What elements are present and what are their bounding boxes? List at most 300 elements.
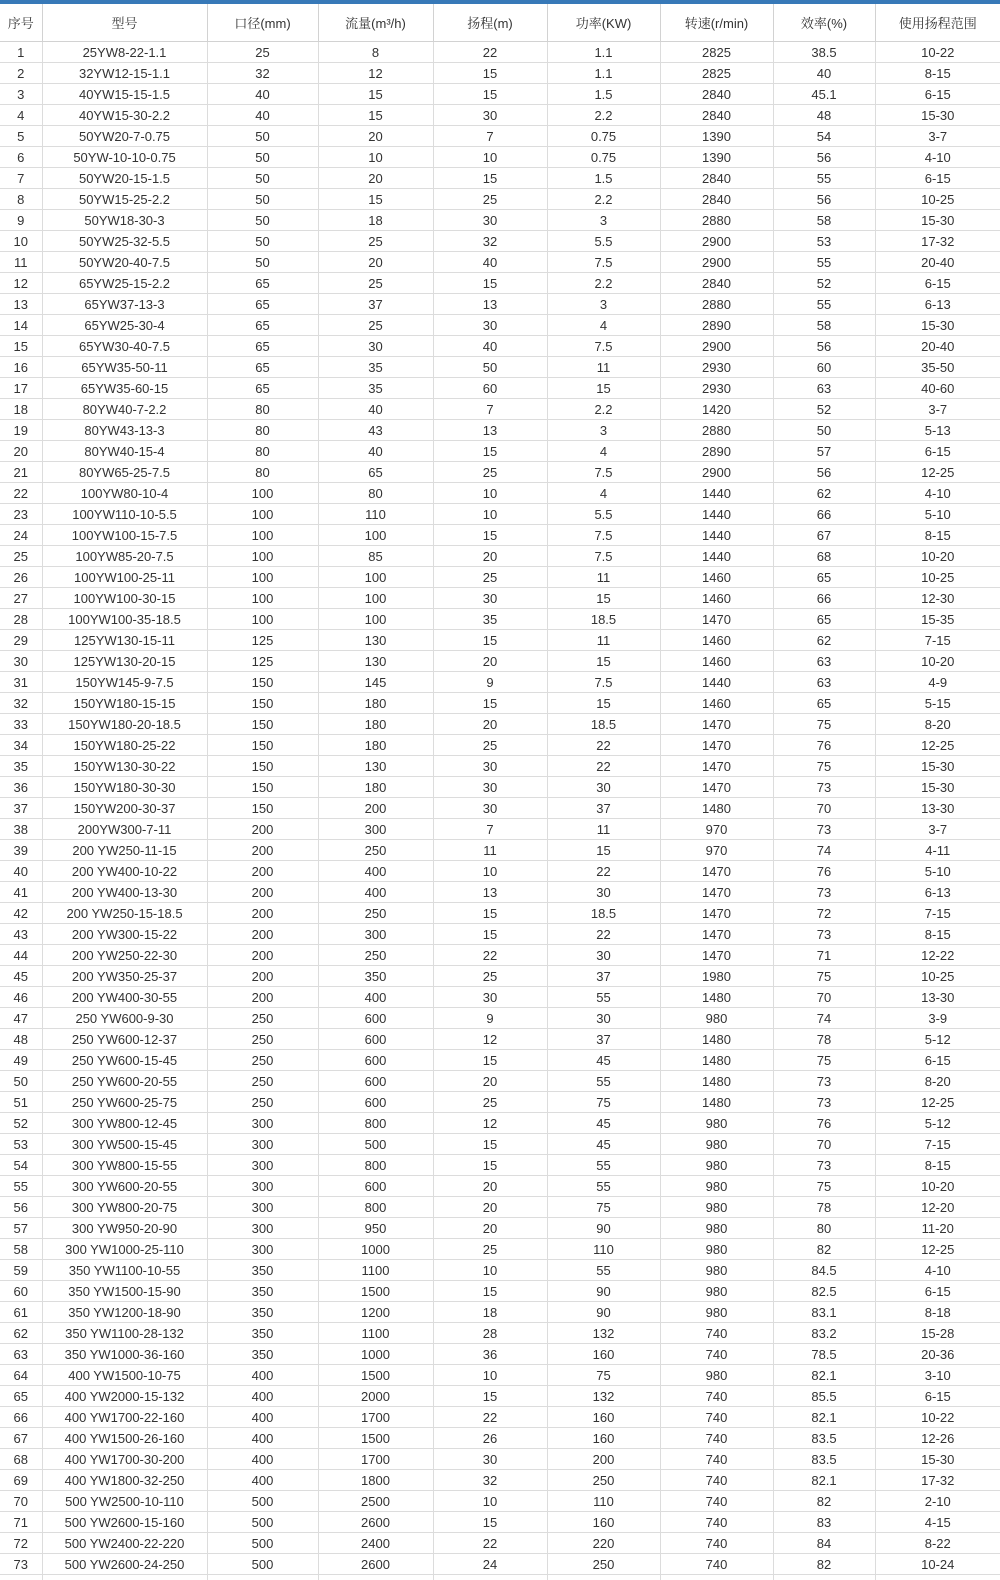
cell-head-range: 20-36 <box>875 1344 1000 1365</box>
cell-efficiency: 66 <box>773 588 875 609</box>
cell-flow: 15 <box>318 105 433 126</box>
cell-efficiency: 82.1 <box>773 1470 875 1491</box>
table-row <box>0 378 1000 399</box>
cell-index: 28 <box>0 609 42 630</box>
cell-flow: 600 <box>318 1092 433 1113</box>
cell-diameter: 400 <box>207 1365 318 1386</box>
cell-diameter: 100 <box>207 525 318 546</box>
cell-head-range: 2-10 <box>875 1491 1000 1512</box>
cell-head-range: 3-7 <box>875 126 1000 147</box>
cell-head: 26 <box>433 1428 547 1449</box>
cell-diameter: 125 <box>207 651 318 672</box>
cell-index: 29 <box>0 630 42 651</box>
tail-cell <box>547 1575 660 1580</box>
cell-speed: 740 <box>660 1491 773 1512</box>
cell-head-range: 13-30 <box>875 987 1000 1008</box>
cell-model: 150YW180-25-22 <box>42 735 207 756</box>
cell-index: 44 <box>0 945 42 966</box>
cell-flow: 1100 <box>318 1323 433 1344</box>
cell-diameter: 100 <box>207 609 318 630</box>
cell-index: 39 <box>0 840 42 861</box>
cell-index: 63 <box>0 1344 42 1365</box>
cell-flow: 600 <box>318 1071 433 1092</box>
cell-power: 7.5 <box>547 336 660 357</box>
cell-speed: 740 <box>660 1554 773 1575</box>
cell-index: 59 <box>0 1260 42 1281</box>
cell-efficiency: 75 <box>773 714 875 735</box>
cell-index: 3 <box>0 84 42 105</box>
cell-diameter: 50 <box>207 168 318 189</box>
cell-diameter: 250 <box>207 1050 318 1071</box>
cell-flow: 10 <box>318 147 433 168</box>
cell-model: 350 YW1100-28-132 <box>42 1323 207 1344</box>
tail-cell <box>0 1575 42 1580</box>
cell-power: 160 <box>547 1428 660 1449</box>
cell-flow: 400 <box>318 861 433 882</box>
cell-model: 50YW20-15-1.5 <box>42 168 207 189</box>
cell-speed: 1440 <box>660 483 773 504</box>
cell-model: 65YW30-40-7.5 <box>42 336 207 357</box>
cell-head: 15 <box>433 1134 547 1155</box>
cell-head-range: 15-30 <box>875 315 1000 336</box>
cell-power: 45 <box>547 1113 660 1134</box>
cell-diameter: 50 <box>207 231 318 252</box>
table-row <box>0 1260 1000 1281</box>
cell-model: 150YW180-20-18.5 <box>42 714 207 735</box>
table-row <box>0 336 1000 357</box>
cell-diameter: 250 <box>207 1029 318 1050</box>
cell-efficiency: 76 <box>773 735 875 756</box>
cell-diameter: 300 <box>207 1134 318 1155</box>
cell-head: 20 <box>433 546 547 567</box>
cell-flow: 25 <box>318 273 433 294</box>
cell-power: 22 <box>547 861 660 882</box>
cell-speed: 2840 <box>660 168 773 189</box>
cell-head: 20 <box>433 651 547 672</box>
cell-efficiency: 71 <box>773 945 875 966</box>
cell-efficiency: 73 <box>773 1071 875 1092</box>
cell-head: 15 <box>433 441 547 462</box>
cell-model: 65YW37-13-3 <box>42 294 207 315</box>
cell-speed: 740 <box>660 1428 773 1449</box>
cell-power: 160 <box>547 1407 660 1428</box>
cell-model: 150YW180-15-15 <box>42 693 207 714</box>
cell-speed: 1460 <box>660 630 773 651</box>
cell-speed: 1470 <box>660 903 773 924</box>
cell-speed: 1480 <box>660 1092 773 1113</box>
cell-diameter: 350 <box>207 1323 318 1344</box>
cell-diameter: 200 <box>207 924 318 945</box>
cell-speed: 1470 <box>660 945 773 966</box>
cell-head-range: 4-15 <box>875 1512 1000 1533</box>
cell-diameter: 150 <box>207 798 318 819</box>
cell-head: 11 <box>433 840 547 861</box>
cell-power: 90 <box>547 1281 660 1302</box>
cell-flow: 1700 <box>318 1449 433 1470</box>
cell-model: 100YW100-15-7.5 <box>42 525 207 546</box>
cell-speed: 2900 <box>660 231 773 252</box>
cell-power: 0.75 <box>547 126 660 147</box>
cell-efficiency: 74 <box>773 840 875 861</box>
cell-head: 13 <box>433 882 547 903</box>
cell-power: 37 <box>547 1029 660 1050</box>
cell-flow: 2400 <box>318 1533 433 1554</box>
table-row <box>0 1302 1000 1323</box>
cell-power: 160 <box>547 1512 660 1533</box>
cell-head-range: 35-50 <box>875 357 1000 378</box>
cell-power: 18.5 <box>547 609 660 630</box>
cell-speed: 980 <box>660 1197 773 1218</box>
cell-speed: 2880 <box>660 210 773 231</box>
cell-index: 23 <box>0 504 42 525</box>
cell-power: 250 <box>547 1470 660 1491</box>
table-row <box>0 903 1000 924</box>
table-row <box>0 1365 1000 1386</box>
cell-index: 60 <box>0 1281 42 1302</box>
cell-index: 10 <box>0 231 42 252</box>
table-row <box>0 189 1000 210</box>
cell-efficiency: 55 <box>773 252 875 273</box>
cell-head: 15 <box>433 1281 547 1302</box>
cell-efficiency: 70 <box>773 1134 875 1155</box>
cell-flow: 400 <box>318 882 433 903</box>
cell-speed: 980 <box>660 1218 773 1239</box>
cell-model: 500 YW2600-15-160 <box>42 1512 207 1533</box>
cell-head: 15 <box>433 1050 547 1071</box>
cell-index: 45 <box>0 966 42 987</box>
cell-speed: 1480 <box>660 1050 773 1071</box>
column-header-efficiency: 效率(%) <box>773 4 875 42</box>
cell-model: 65YW35-50-11 <box>42 357 207 378</box>
cell-flow: 1200 <box>318 1302 433 1323</box>
cell-head: 20 <box>433 1176 547 1197</box>
cell-model: 200YW300-7-11 <box>42 819 207 840</box>
cell-head-range: 6-13 <box>875 882 1000 903</box>
table-row <box>0 1050 1000 1071</box>
cell-head: 12 <box>433 1029 547 1050</box>
table-row <box>0 1470 1000 1491</box>
cell-power: 22 <box>547 735 660 756</box>
cell-flow: 30 <box>318 336 433 357</box>
cell-power: 15 <box>547 378 660 399</box>
cell-model: 50YW20-40-7.5 <box>42 252 207 273</box>
cell-efficiency: 76 <box>773 861 875 882</box>
cell-diameter: 50 <box>207 210 318 231</box>
cell-model: 400 YW1700-22-160 <box>42 1407 207 1428</box>
cell-model: 50YW-10-10-0.75 <box>42 147 207 168</box>
cell-efficiency: 66 <box>773 504 875 525</box>
cell-power: 200 <box>547 1449 660 1470</box>
cell-power: 7.5 <box>547 672 660 693</box>
cell-diameter: 100 <box>207 588 318 609</box>
cell-speed: 980 <box>660 1365 773 1386</box>
cell-diameter: 65 <box>207 294 318 315</box>
cell-power: 55 <box>547 1155 660 1176</box>
cell-speed: 1470 <box>660 609 773 630</box>
cell-model: 80YW40-15-4 <box>42 441 207 462</box>
tail-cell <box>660 1575 773 1580</box>
table-row <box>0 1113 1000 1134</box>
cell-diameter: 50 <box>207 252 318 273</box>
cell-head-range: 12-22 <box>875 945 1000 966</box>
cell-model: 300 YW500-15-45 <box>42 1134 207 1155</box>
cell-head-range: 8-20 <box>875 1071 1000 1092</box>
cell-diameter: 100 <box>207 483 318 504</box>
cell-head-range: 20-40 <box>875 336 1000 357</box>
cell-speed: 2900 <box>660 252 773 273</box>
table-row <box>0 1239 1000 1260</box>
cell-speed: 2825 <box>660 63 773 84</box>
table-row <box>0 294 1000 315</box>
cell-power: 15 <box>547 693 660 714</box>
cell-head-range: 15-30 <box>875 777 1000 798</box>
cell-model: 300 YW1000-25-110 <box>42 1239 207 1260</box>
cell-head: 25 <box>433 567 547 588</box>
cell-head-range: 15-30 <box>875 1449 1000 1470</box>
table-row <box>0 525 1000 546</box>
cell-efficiency: 84.5 <box>773 1260 875 1281</box>
cell-head: 7 <box>433 819 547 840</box>
cell-model: 350 YW1000-36-160 <box>42 1344 207 1365</box>
cell-speed: 980 <box>660 1239 773 1260</box>
cell-speed: 1420 <box>660 399 773 420</box>
cell-power: 5.5 <box>547 231 660 252</box>
cell-head: 15 <box>433 84 547 105</box>
cell-efficiency: 75 <box>773 1050 875 1071</box>
cell-flow: 15 <box>318 84 433 105</box>
cell-flow: 600 <box>318 1008 433 1029</box>
cell-speed: 1480 <box>660 798 773 819</box>
cell-speed: 1390 <box>660 126 773 147</box>
cell-index: 4 <box>0 105 42 126</box>
cell-head: 30 <box>433 777 547 798</box>
table-row <box>0 1428 1000 1449</box>
column-header-flow: 流量(m³/h) <box>318 4 433 42</box>
cell-head: 15 <box>433 525 547 546</box>
cell-head: 30 <box>433 798 547 819</box>
cell-efficiency: 83.5 <box>773 1428 875 1449</box>
cell-head-range: 15-30 <box>875 756 1000 777</box>
cell-efficiency: 45.1 <box>773 84 875 105</box>
cell-diameter: 65 <box>207 378 318 399</box>
cell-efficiency: 63 <box>773 672 875 693</box>
cell-index: 1 <box>0 42 42 63</box>
cell-power: 2.2 <box>547 273 660 294</box>
cell-model: 100YW85-20-7.5 <box>42 546 207 567</box>
cell-speed: 980 <box>660 1113 773 1134</box>
table-row <box>0 630 1000 651</box>
cell-head: 32 <box>433 1470 547 1491</box>
cell-power: 11 <box>547 357 660 378</box>
cell-flow: 43 <box>318 420 433 441</box>
cell-efficiency: 76 <box>773 1113 875 1134</box>
table-row <box>0 546 1000 567</box>
cell-index: 57 <box>0 1218 42 1239</box>
cell-index: 20 <box>0 441 42 462</box>
cell-power: 15 <box>547 840 660 861</box>
cell-head: 10 <box>433 861 547 882</box>
cell-efficiency: 82.1 <box>773 1407 875 1428</box>
cell-flow: 600 <box>318 1029 433 1050</box>
table-row <box>0 1071 1000 1092</box>
table-row <box>0 861 1000 882</box>
cell-head-range: 8-15 <box>875 525 1000 546</box>
cell-speed: 1480 <box>660 987 773 1008</box>
cell-diameter: 200 <box>207 945 318 966</box>
cell-flow: 1700 <box>318 1407 433 1428</box>
tail-cell <box>318 1575 433 1580</box>
cell-flow: 250 <box>318 945 433 966</box>
cell-speed: 1460 <box>660 651 773 672</box>
cell-index: 35 <box>0 756 42 777</box>
cell-power: 11 <box>547 819 660 840</box>
cell-head-range: 20-40 <box>875 252 1000 273</box>
cell-power: 1.5 <box>547 168 660 189</box>
cell-index: 37 <box>0 798 42 819</box>
cell-head: 25 <box>433 735 547 756</box>
cell-index: 53 <box>0 1134 42 1155</box>
cell-speed: 2900 <box>660 336 773 357</box>
cell-diameter: 350 <box>207 1260 318 1281</box>
cell-flow: 800 <box>318 1113 433 1134</box>
cell-flow: 20 <box>318 252 433 273</box>
cell-speed: 1480 <box>660 1071 773 1092</box>
cell-speed: 2880 <box>660 294 773 315</box>
cell-power: 55 <box>547 1071 660 1092</box>
cell-model: 125YW130-20-15 <box>42 651 207 672</box>
cell-power: 30 <box>547 777 660 798</box>
cell-model: 300 YW800-15-55 <box>42 1155 207 1176</box>
cell-efficiency: 78 <box>773 1197 875 1218</box>
cell-efficiency: 82 <box>773 1491 875 1512</box>
cell-power: 2.2 <box>547 189 660 210</box>
cell-index: 43 <box>0 924 42 945</box>
cell-index: 64 <box>0 1365 42 1386</box>
cell-speed: 2825 <box>660 42 773 63</box>
cell-index: 72 <box>0 1533 42 1554</box>
cell-head-range: 10-20 <box>875 1176 1000 1197</box>
cell-power: 2.2 <box>547 105 660 126</box>
cell-speed: 1470 <box>660 735 773 756</box>
cell-index: 22 <box>0 483 42 504</box>
cell-head: 20 <box>433 1071 547 1092</box>
cell-head-range: 10-25 <box>875 567 1000 588</box>
cell-power: 37 <box>547 798 660 819</box>
cell-speed: 740 <box>660 1323 773 1344</box>
cell-power: 110 <box>547 1239 660 1260</box>
cell-power: 22 <box>547 924 660 945</box>
cell-diameter: 400 <box>207 1470 318 1491</box>
cell-power: 30 <box>547 945 660 966</box>
cell-index: 21 <box>0 462 42 483</box>
cell-diameter: 32 <box>207 63 318 84</box>
cell-diameter: 200 <box>207 987 318 1008</box>
cell-speed: 740 <box>660 1449 773 1470</box>
cell-model: 200 YW250-11-15 <box>42 840 207 861</box>
cell-diameter: 200 <box>207 966 318 987</box>
cell-speed: 2930 <box>660 378 773 399</box>
cell-head: 24 <box>433 1554 547 1575</box>
cell-head: 9 <box>433 672 547 693</box>
cell-head-range: 4-10 <box>875 1260 1000 1281</box>
cell-speed: 980 <box>660 1134 773 1155</box>
cell-flow: 950 <box>318 1218 433 1239</box>
cell-head: 15 <box>433 903 547 924</box>
cell-power: 1.5 <box>547 84 660 105</box>
cell-head-range: 10-20 <box>875 651 1000 672</box>
cell-power: 55 <box>547 1176 660 1197</box>
cell-index: 46 <box>0 987 42 1008</box>
cell-head: 10 <box>433 1365 547 1386</box>
cell-index: 26 <box>0 567 42 588</box>
column-header-model: 型号 <box>42 4 207 42</box>
cell-head: 30 <box>433 105 547 126</box>
cell-diameter: 50 <box>207 147 318 168</box>
cell-index: 16 <box>0 357 42 378</box>
cell-power: 18.5 <box>547 714 660 735</box>
cell-flow: 8 <box>318 42 433 63</box>
cell-efficiency: 83.5 <box>773 1449 875 1470</box>
cell-speed: 2890 <box>660 441 773 462</box>
cell-power: 7.5 <box>547 462 660 483</box>
cell-power: 3 <box>547 420 660 441</box>
cell-speed: 1460 <box>660 693 773 714</box>
cell-model: 350 YW1500-15-90 <box>42 1281 207 1302</box>
cell-diameter: 500 <box>207 1554 318 1575</box>
cell-head: 15 <box>433 168 547 189</box>
cell-speed: 970 <box>660 819 773 840</box>
cell-flow: 130 <box>318 630 433 651</box>
cell-speed: 1440 <box>660 672 773 693</box>
cell-head: 7 <box>433 399 547 420</box>
cell-head-range: 7-15 <box>875 630 1000 651</box>
cell-head-range: 6-15 <box>875 441 1000 462</box>
cell-diameter: 200 <box>207 819 318 840</box>
cell-diameter: 200 <box>207 861 318 882</box>
cell-model: 250 YW600-9-30 <box>42 1008 207 1029</box>
cell-model: 100YW100-30-15 <box>42 588 207 609</box>
cell-index: 49 <box>0 1050 42 1071</box>
cell-diameter: 250 <box>207 1071 318 1092</box>
cell-head: 10 <box>433 1491 547 1512</box>
cell-index: 70 <box>0 1491 42 1512</box>
cell-head: 40 <box>433 252 547 273</box>
cell-speed: 2840 <box>660 189 773 210</box>
cell-head-range: 4-10 <box>875 483 1000 504</box>
cell-flow: 1100 <box>318 1260 433 1281</box>
cell-head: 35 <box>433 609 547 630</box>
cell-head: 9 <box>433 1008 547 1029</box>
cell-diameter: 150 <box>207 735 318 756</box>
cell-model: 200 YW300-15-22 <box>42 924 207 945</box>
cell-head-range: 12-25 <box>875 1239 1000 1260</box>
cell-head-range: 4-9 <box>875 672 1000 693</box>
cell-flow: 145 <box>318 672 433 693</box>
cell-efficiency: 54 <box>773 126 875 147</box>
cell-head: 20 <box>433 714 547 735</box>
table-row <box>0 126 1000 147</box>
cell-power: 4 <box>547 483 660 504</box>
cell-index: 14 <box>0 315 42 336</box>
cell-flow: 800 <box>318 1197 433 1218</box>
cell-head: 30 <box>433 987 547 1008</box>
table-header <box>0 4 1000 42</box>
cell-head: 10 <box>433 504 547 525</box>
cell-power: 90 <box>547 1302 660 1323</box>
cell-head-range: 6-15 <box>875 1281 1000 1302</box>
cell-head-range: 17-32 <box>875 1470 1000 1491</box>
cell-power: 30 <box>547 1008 660 1029</box>
